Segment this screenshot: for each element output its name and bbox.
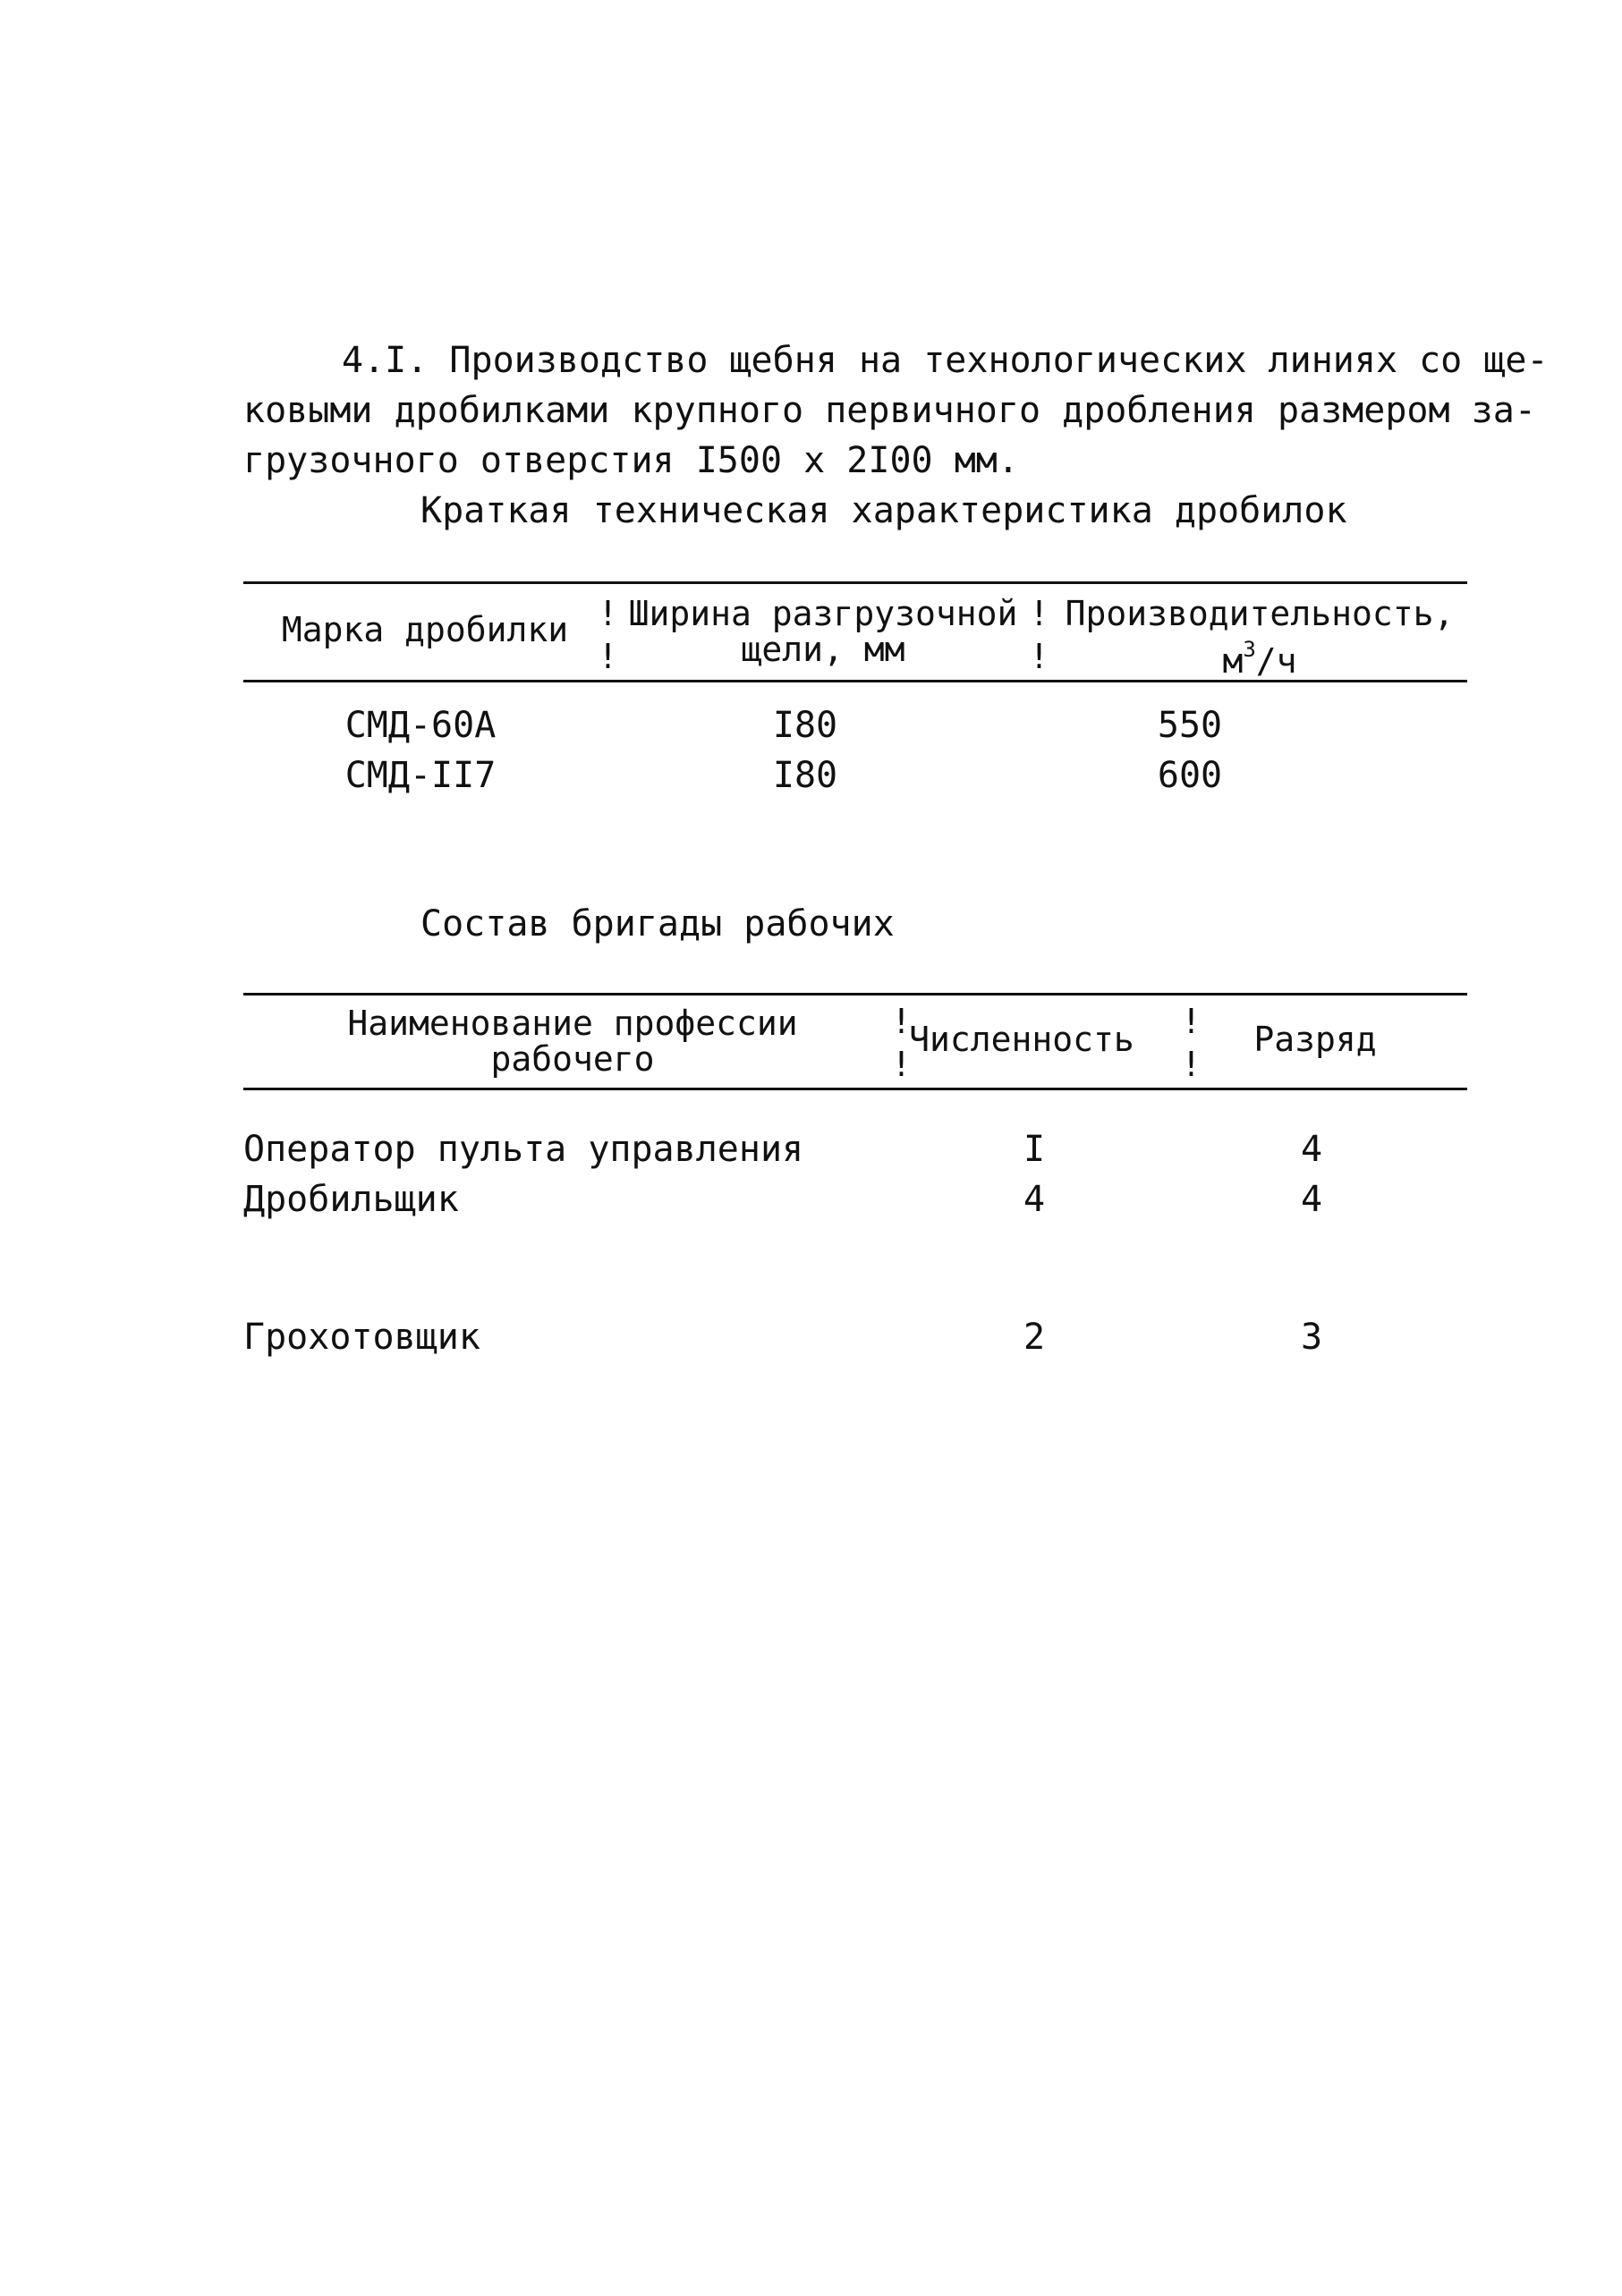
table2-row2-profession: Дробильщик <box>243 1179 459 1220</box>
table1-top-rule <box>243 581 1467 584</box>
table2-header-count: Численность <box>909 1020 1134 1059</box>
table2-row3-grade: 3 <box>1300 1317 1323 1358</box>
table1-separator-1b: ! <box>598 637 618 676</box>
table1-row1-capacity: 550 <box>1157 705 1223 746</box>
intro-line-1: 4.I. Производство щебня на технологических линиях со ще- <box>342 340 1549 381</box>
intro-line-3: грузочного отверстия I500 x 2I00 мм. <box>243 440 1019 481</box>
table1-header-width-line2: щели, мм <box>741 630 905 669</box>
table2-header-profession <box>268 1005 877 1077</box>
table1-title: Краткая техническая характеристика дробилок <box>420 490 1347 531</box>
table1-row2-capacity: 600 <box>1157 755 1223 796</box>
table1-header-brand: Марка дробилки <box>281 610 569 649</box>
table1-header-width-line1: Ширина разгрузочной <box>628 594 1018 633</box>
table1-row1-brand: СМД-60А <box>344 705 497 746</box>
table1-separator-1a: ! <box>598 594 618 633</box>
table1-separator-2b: ! <box>1029 637 1049 676</box>
table1-separator-2a: ! <box>1029 594 1049 633</box>
table2-row3-profession: Грохотовщик <box>243 1317 480 1358</box>
table1-header-capacity-line1: Производительность, <box>1065 594 1455 633</box>
table1-header-width <box>626 596 1020 667</box>
capacity-unit-m: м <box>1222 641 1244 681</box>
table2-header-profession-line1: Наименование профессии <box>347 1004 798 1043</box>
table2-row2-count: 4 <box>1023 1179 1046 1220</box>
table2-separator-2a: ! <box>1181 1002 1202 1041</box>
table2-separator-1b: ! <box>891 1045 912 1084</box>
table1-header-rule <box>243 680 1467 682</box>
capacity-unit-rest: /ч <box>1255 641 1297 681</box>
table1-header-capacity <box>1054 596 1465 679</box>
table2-row2-grade: 4 <box>1300 1179 1323 1220</box>
table2-header-profession-line2: рабочего <box>490 1039 655 1079</box>
table2-title: Состав бригады рабочих <box>420 903 895 945</box>
table2-row1-count: I <box>1023 1129 1046 1170</box>
table2-row1-profession: Оператор пульта управления <box>243 1129 804 1170</box>
table2-separator-1a: ! <box>891 1002 912 1041</box>
capacity-unit-exp: 3 <box>1243 637 1256 662</box>
table2-row1-grade: 4 <box>1300 1129 1323 1170</box>
table1-row2-brand: СМД-II7 <box>344 755 497 796</box>
table2-separator-2b: ! <box>1181 1045 1202 1084</box>
table1-header-capacity-unit <box>1054 631 1465 679</box>
intro-line-2: ковыми дробилками крупного первичного дробления размером за- <box>243 390 1536 431</box>
table2-header-grade: Разряд <box>1253 1020 1377 1059</box>
intro-paragraph <box>243 335 1549 486</box>
table1-row2-width: I80 <box>772 755 838 796</box>
table2-header-rule <box>243 1088 1467 1090</box>
table1-row1-width: I80 <box>772 705 838 746</box>
table2-row3-count: 2 <box>1023 1317 1046 1358</box>
table2-top-rule <box>243 993 1467 995</box>
